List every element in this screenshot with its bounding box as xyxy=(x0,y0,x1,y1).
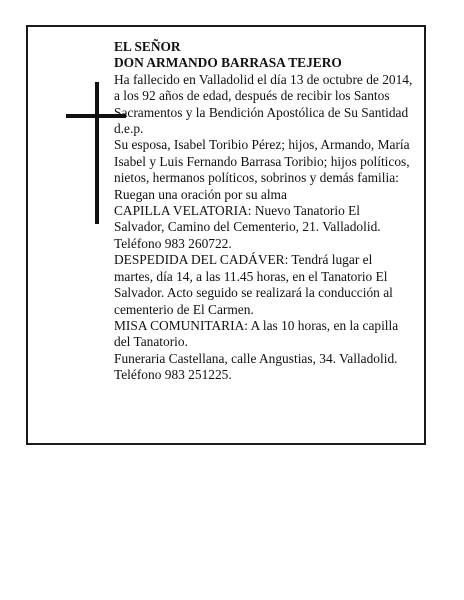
mass-line: MISA COMUNITARIA: A las 10 horas, en la capilla xyxy=(114,317,399,333)
farewell-line: Salvador. Acto seguido se realizará la conducción al xyxy=(114,285,393,301)
funeral-home-line: Teléfono 983 251225. xyxy=(114,367,232,383)
farewell-line: martes, día 14, a las 11.45 horas, en el Tanatorio El xyxy=(114,268,388,284)
chapel-line: Teléfono 983 260722. xyxy=(114,235,232,251)
heading-title: EL SEÑOR xyxy=(114,39,181,54)
deceased-name: DON ARMANDO BARRASA TEJERO xyxy=(114,55,342,71)
obituary-text xyxy=(114,39,424,384)
death-notice-line: a los 92 años de edad, después de recibir los Santos xyxy=(114,88,390,104)
family-line: nietos, hermanos políticos, sobrinos y demás familia: xyxy=(114,170,399,186)
family-line: Su esposa, Isabel Toribio Pérez; hijos, Armando, María xyxy=(114,137,410,153)
family-line: Isabel y Luis Fernando Barrasa Toribio; hijos políticos, xyxy=(114,153,410,169)
death-notice-line: d.e.p. xyxy=(114,121,144,137)
farewell-line: DESPEDIDA DEL CADÁVER: Tendrá lugar el xyxy=(114,252,373,268)
funeral-home-line: Funeraria Castellana, calle Angustias, 34. Valladolid. xyxy=(114,350,398,366)
chapel-line: CAPILLA VELATORIA: Nuevo Tanatorio El xyxy=(114,203,361,219)
family-line: Ruegan una oración por su alma xyxy=(114,186,287,202)
death-notice-line: Sacramentos y la Bendición Apostólica de Su Santidad xyxy=(114,104,409,120)
mass-line: del Tanatorio. xyxy=(114,334,188,350)
farewell-line: cementerio de El Carmen. xyxy=(114,301,254,317)
death-notice-line: Ha fallecido en Valladolid el día 13 de octubre de 2014, xyxy=(114,71,413,87)
cross-icon-vertical xyxy=(95,82,99,224)
chapel-line: Salvador, Camino del Cementerio, 21. Valladolid. xyxy=(114,219,381,235)
